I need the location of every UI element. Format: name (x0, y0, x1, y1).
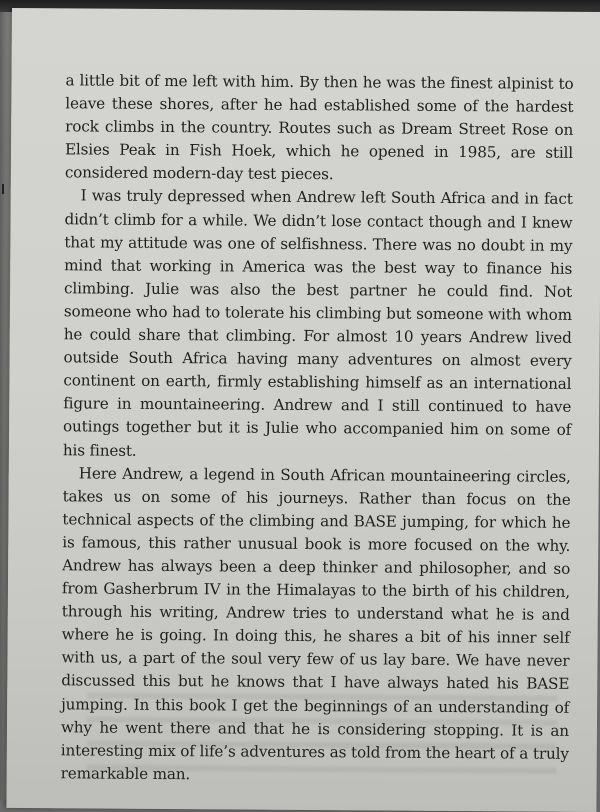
paragraph-2: I was truly depressed when Andrew left South Africa and in fact didn’t climb for a while. We didn’t lose contact though and I knew that my attitude was one of selfishness. There was no doubt in my mind that working in America was the best way to finance his climbing. Julie was also the best partner he could find. Not someone who had to tolerate his climbing but someone with whom he could share that climbing. For almost 10 years Andrew lived outside South Africa having many adventures on almost every continent on earth, firmly establishing himself as an international figure in mountaineering. Andrew and I still continued to have outings together but it is Julie who accompanied him on some of his finest. (62, 186, 573, 460)
body-text (61, 69, 574, 788)
page-edge-mark (2, 184, 4, 194)
paragraph-1: a little bit of me left with him. By then he was the finest alpinist to leave these shores, after he had established some of the hardest rock climbs in the country. Routes such as Dream Street Rose on Elsies Peak in Fish Hoek, which he opened in 1985, are still considered modern-day test pieces. (64, 71, 574, 184)
book-page (6, 8, 600, 812)
paragraph-3: Here Andrew, a legend in South African mountaineering circles, takes us on some of his journeys. Rather than focus on the technical aspects of the climbing and BASE jumping, for which he is famous, this rather unusual book is more focused on the why. Andrew has always been a deep thinker and philosopher, and so from Gasherbrum IV in the Himalayas to the birth of his children, through his writing, Andrew tries to understand what he is and where he is going. In doing this, he shares a bit of his inner self with us, a part of the soul very few of us lay bare. We have never discussed this but he knows that I have always hated his BASE jumping. In this book I get the beginnings of an understanding of why he went there and that he is considering stopping. It is an interesting mix of life’s adventures as told from the heart of a truly remarkable man. (60, 464, 571, 784)
